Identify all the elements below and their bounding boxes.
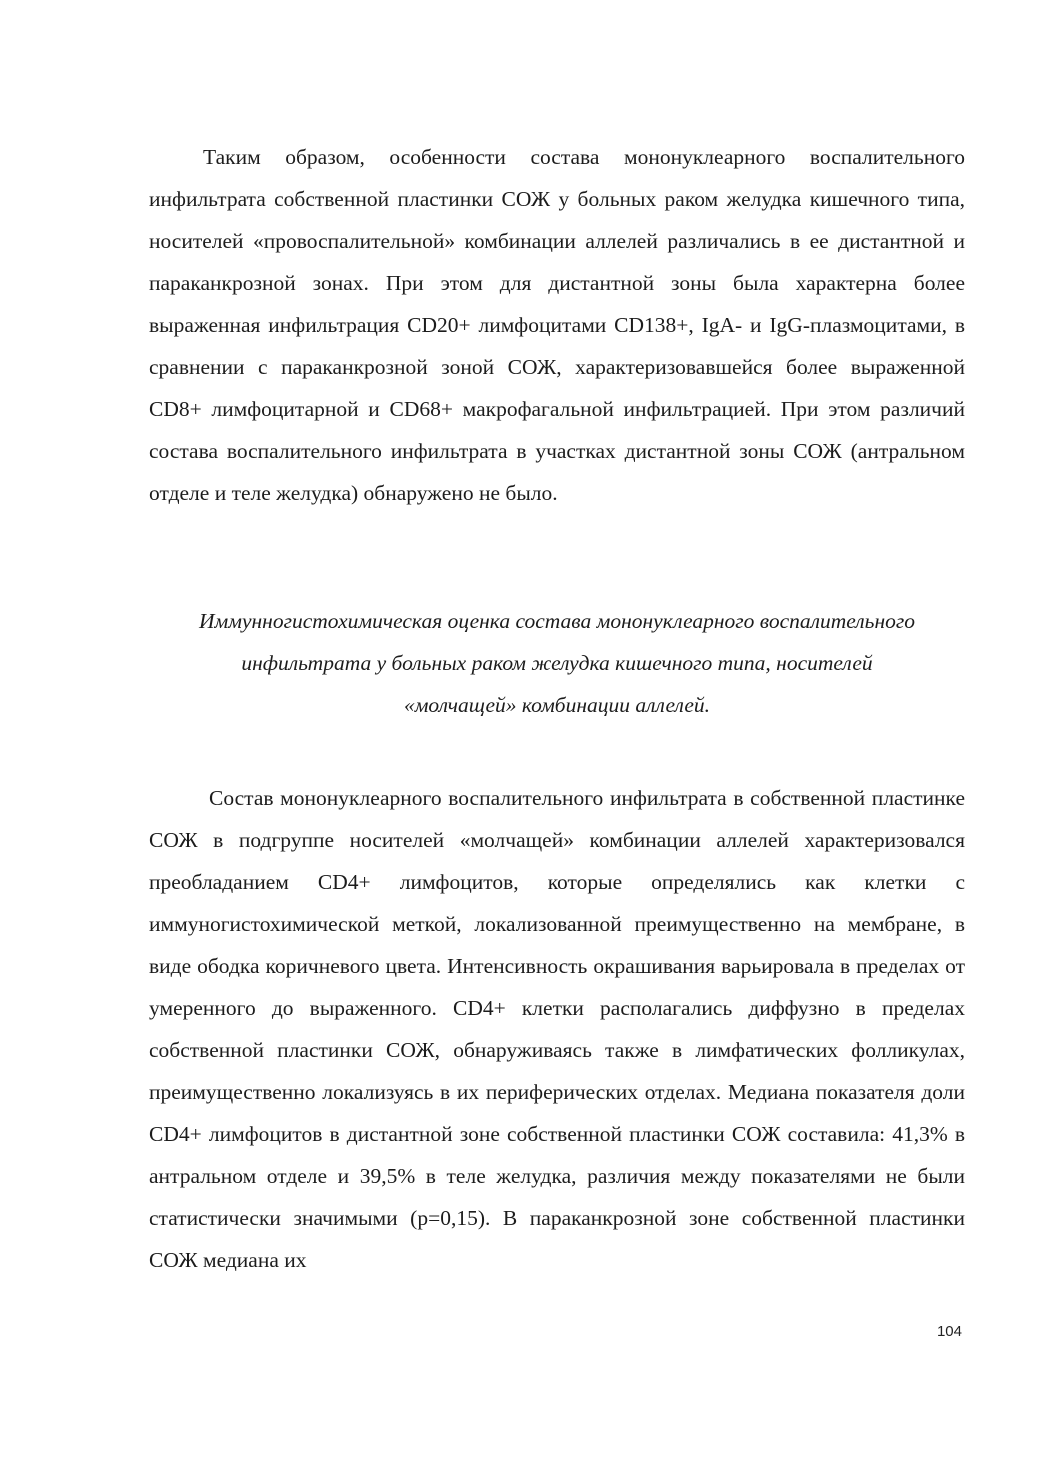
body-paragraph-conclusion: Таким образом, особенности состава мононуклеарного воспалительного инфильтрата собственной пластинки СОЖ у больных раком желудка кишечного типа, носителей «провоспалительной» комбинации аллелей различались в ее дистантной и параканкрозной зонах. При этом для дистантной зоны была характерна более выраженная инфильтрация CD20+ лимфоцитами CD138+, IgA- и IgG-плазмоцитами, в сравнении с параканкрозной зоной СОЖ, характеризовавшейся более выраженной CD8+ лимфоцитарной и CD68+ макрофагальной инфильтрацией. При этом различий состава воспалительного инфильтрата в участках дистантной зоны СОЖ (антральном отделе и теле желудка) обнаружено не было. [149, 145, 965, 505]
body-paragraph-cd4-analysis: Состав мононуклеарного воспалительного инфильтрата в собственной пластинке СОЖ в подгруппе носителей «молчащей» комбинации аллелей характеризовался преобладанием CD4+ лимфоцитов, которые определялись как клетки с иммуногистохимической меткой, локализованной преимущественно на мембране, в виде ободка коричневого цвета. Интенсивность окрашивания варьировала в пределах от умеренного до выраженного. CD4+ клетки располагались диффузно в пределах собственной пластинки СОЖ, обнаруживаясь также в лимфатических фолликулах, преимущественно локализуясь в их периферических отделах. Медиана показателя доли CD4+ лимфоцитов в дистантной зоне собственной пластинки СОЖ составила: 41,3% в антральном отделе и 39,5% в теле желудка, различия между показателями не были статистически значимыми (p=0,15). В параканкрозной зоне собственной пластинки СОЖ медиана их [149, 786, 965, 1272]
section-heading-line: инфильтрата у больных раком желудка кишечного типа, носителей [241, 651, 873, 675]
section-heading-line: Иммунногистохимическая оценка состава мононуклеарного воспалительного [198, 609, 916, 633]
section-heading-line: «молчащей» комбинации аллелей. [403, 693, 711, 717]
page-number: 104 [936, 1323, 962, 1340]
section-heading [149, 600, 965, 726]
